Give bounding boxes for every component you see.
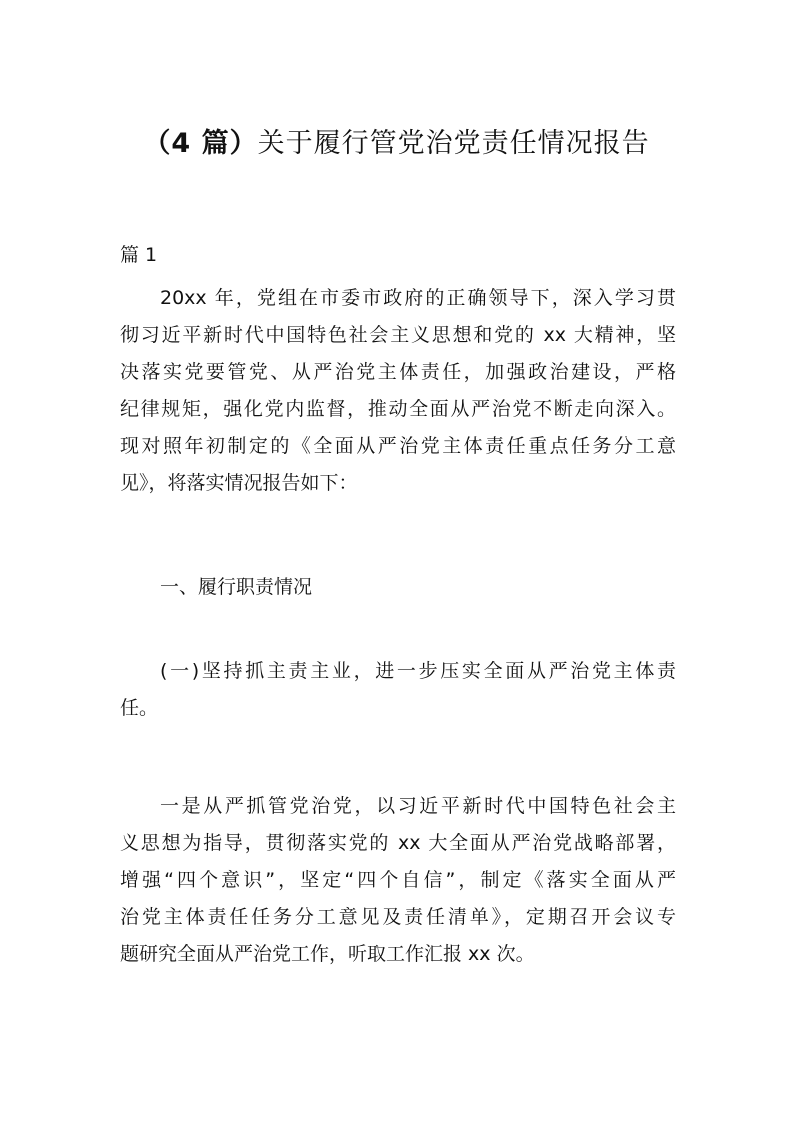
paragraph-line: 20xx 年，党组在市委市政府的正确领导下，深入学习贯	[160, 287, 676, 309]
section-label: 篇 1	[120, 244, 158, 266]
paragraph-body	[120, 788, 676, 973]
paragraph-line: 决落实党要管党、从严治党主体责任，加强政治建设，严格	[120, 361, 676, 383]
paragraph-line: 一是从严抓管党治党，以习近平新时代中国特色社会主	[160, 795, 676, 817]
paragraph-line: 彻习近平新时代中国特色社会主义思想和党的 xx 大精神，坚	[120, 324, 676, 346]
section-heading: 一、履行职责情况	[160, 576, 313, 598]
paragraph-intro	[120, 280, 676, 502]
document-title	[60, 122, 733, 166]
paragraph-line: 增强“四个意识”，坚定“四个自信”，制定《落实全面从严	[120, 869, 676, 891]
paragraph-line: 现对照年初制定的《全面从严治党主体责任重点任务分工意	[120, 435, 676, 457]
paragraph-line: 题研究全面从严治党工作，听取工作汇报 xx 次。	[120, 943, 535, 965]
paragraph-line: (一)坚持抓主责主业，进一步压实全面从严治党主体责	[160, 660, 676, 682]
paragraph-line: 治党主体责任任务分工意见及责任清单》，定期召开会议专	[120, 906, 676, 928]
paragraph-line: 义思想为指导，贯彻落实党的 xx 大全面从严治党战略部署，	[120, 832, 676, 854]
title-main: 关于履行管党治党责任情况报告	[257, 128, 650, 159]
paragraph-line: 见》，将落实情况报告如下：	[120, 472, 358, 494]
paragraph-line: 纪律规矩，强化党内监督，推动全面从严治党不断走向深入。	[120, 398, 676, 420]
paragraph-line: 任。	[120, 697, 159, 719]
paragraph-subheading	[120, 653, 676, 727]
title-prefix: （4 篇）	[143, 128, 258, 159]
